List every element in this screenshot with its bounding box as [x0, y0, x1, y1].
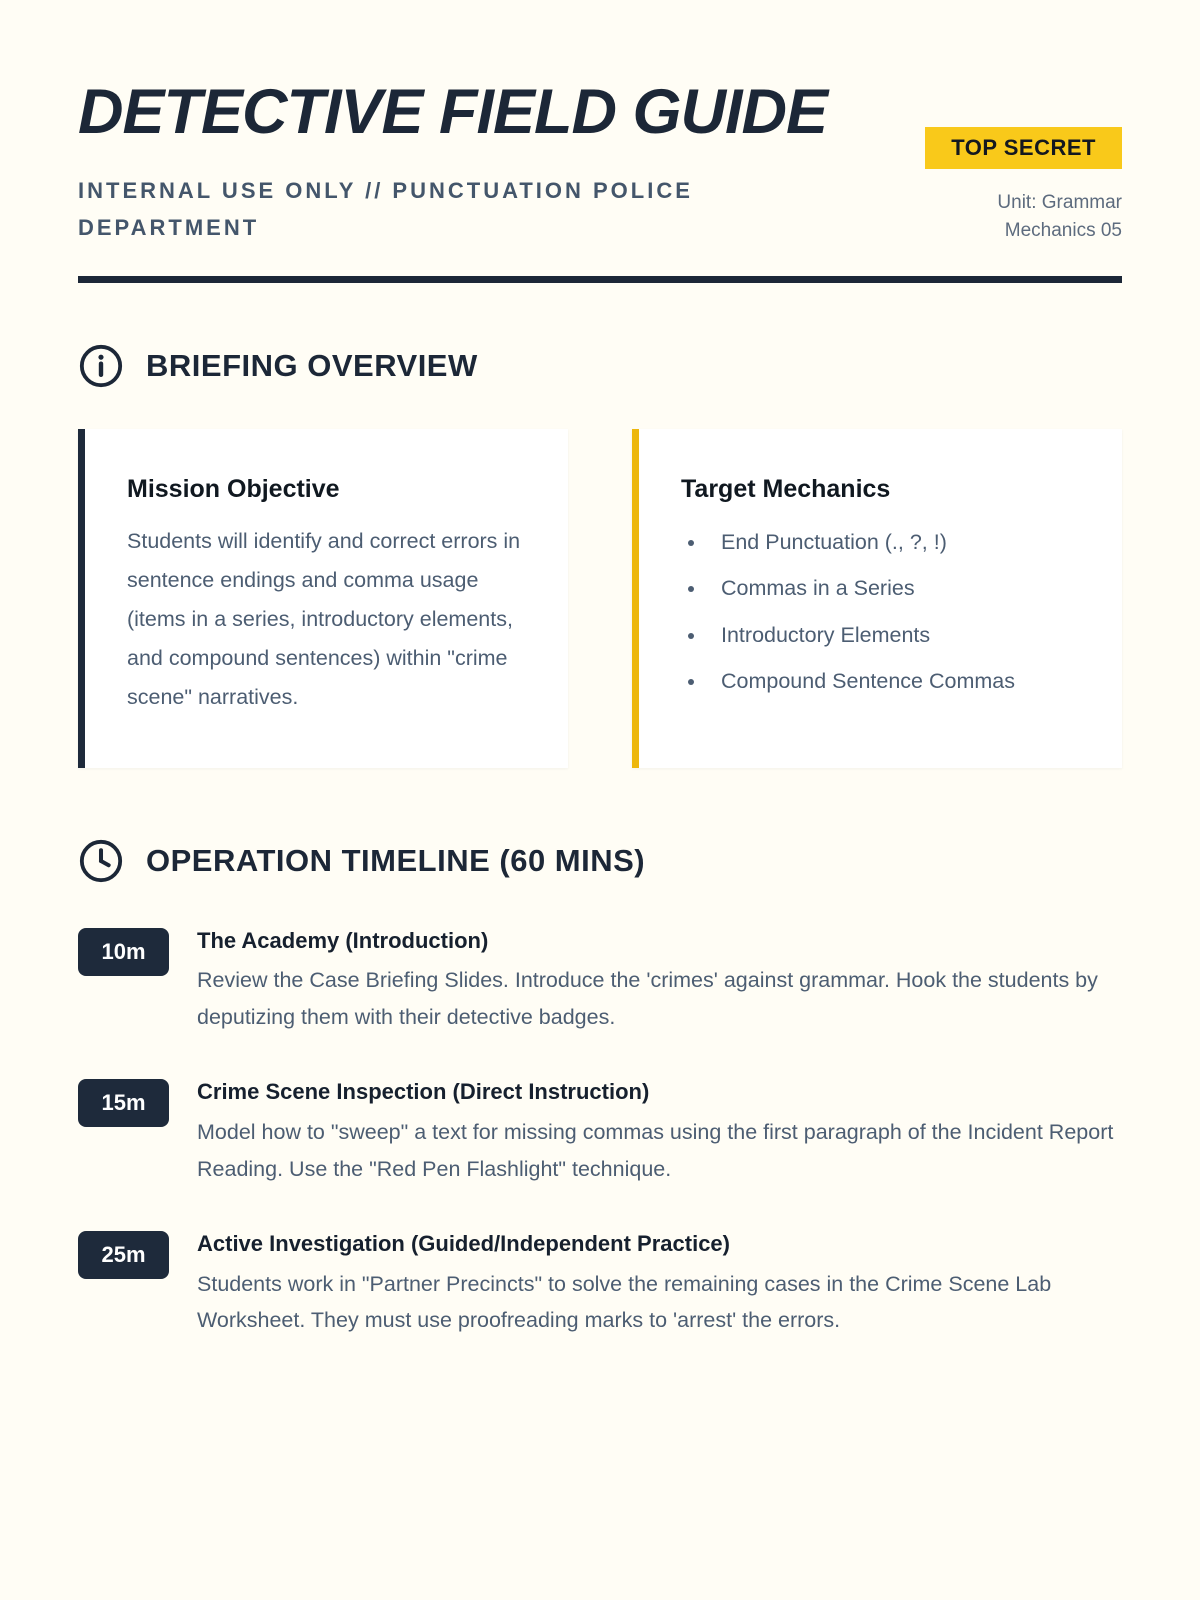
timeline-item-body [197, 926, 1122, 1036]
timeline-item-direct-instruction [78, 1077, 1122, 1187]
briefing-cards [78, 429, 1122, 768]
timeline-list [78, 926, 1122, 1339]
timeline-item-title: The Academy (Introduction) [197, 927, 489, 953]
duration-badge: 10m [78, 928, 169, 976]
header-divider [78, 276, 1122, 283]
duration-badge: 25m [78, 1231, 169, 1279]
timeline-item-practice [78, 1229, 1122, 1339]
info-icon [78, 343, 124, 389]
timeline-item-body [197, 1077, 1122, 1187]
timeline-item-title: Active Investigation (Guided/Independent Practice) [197, 1231, 730, 1257]
list-item: • Introductory Elements [707, 619, 1086, 652]
header-title-block [78, 78, 827, 246]
duration-badge: 15m [78, 1079, 169, 1127]
timeline-section-heading [78, 838, 1122, 884]
page-title: DETECTIVE FIELD GUIDE [78, 77, 828, 147]
briefing-section-title: BRIEFING OVERVIEW [146, 347, 478, 383]
target-mechanics-list [681, 526, 1086, 698]
mission-objective-body: Students will identify and correct errors in sentence endings and comma usage (items in a series, introductory elements, and compound sentences) within "crime scene" narratives. [127, 528, 521, 710]
timeline-item-description: Students work in "Partner Precincts" to solve the remaining cases in the Crime Scene Lab Worksheet. They must use proofreading marks to 'arrest' the errors. [197, 1271, 1052, 1333]
timeline-item-description: Review the Case Briefing Slides. Introduce the 'crimes' against grammar. Hook the students by deputizing them with their detective badges. [197, 968, 1098, 1029]
document-header [78, 78, 1122, 246]
header-meta-block [925, 127, 1122, 246]
timeline-item-body [197, 1229, 1122, 1339]
timeline-item-title: Crime Scene Inspection (Direct Instruction) [197, 1079, 650, 1105]
mission-objective-card [78, 429, 568, 768]
page-subtitle: INTERNAL USE ONLY // PUNCTUATION POLICE DEPARTMENT [78, 178, 693, 240]
mission-objective-title: Mission Objective [127, 474, 340, 503]
timeline-section-title: OPERATION TIMELINE (60 MINS) [146, 842, 646, 878]
target-mechanics-title: Target Mechanics [681, 474, 891, 503]
timeline-item-description: Model how to "sweep" a text for missing commas using the first paragraph of the Incident Report Reading. Use the "Red Pen Flashlight" technique. [197, 1119, 1114, 1181]
list-item: • End Punctuation (., ?, !) [707, 526, 1086, 559]
target-mechanics-card [632, 429, 1122, 768]
top-secret-badge: TOP SECRET [925, 127, 1122, 169]
list-item: • Commas in a Series [707, 572, 1086, 605]
unit-label: Unit: Grammar Mechanics 05 [997, 191, 1122, 242]
briefing-section-heading [78, 343, 1122, 389]
clock-icon [78, 838, 124, 884]
list-item: • Compound Sentence Commas [707, 665, 1086, 698]
timeline-item-introduction [78, 926, 1122, 1036]
